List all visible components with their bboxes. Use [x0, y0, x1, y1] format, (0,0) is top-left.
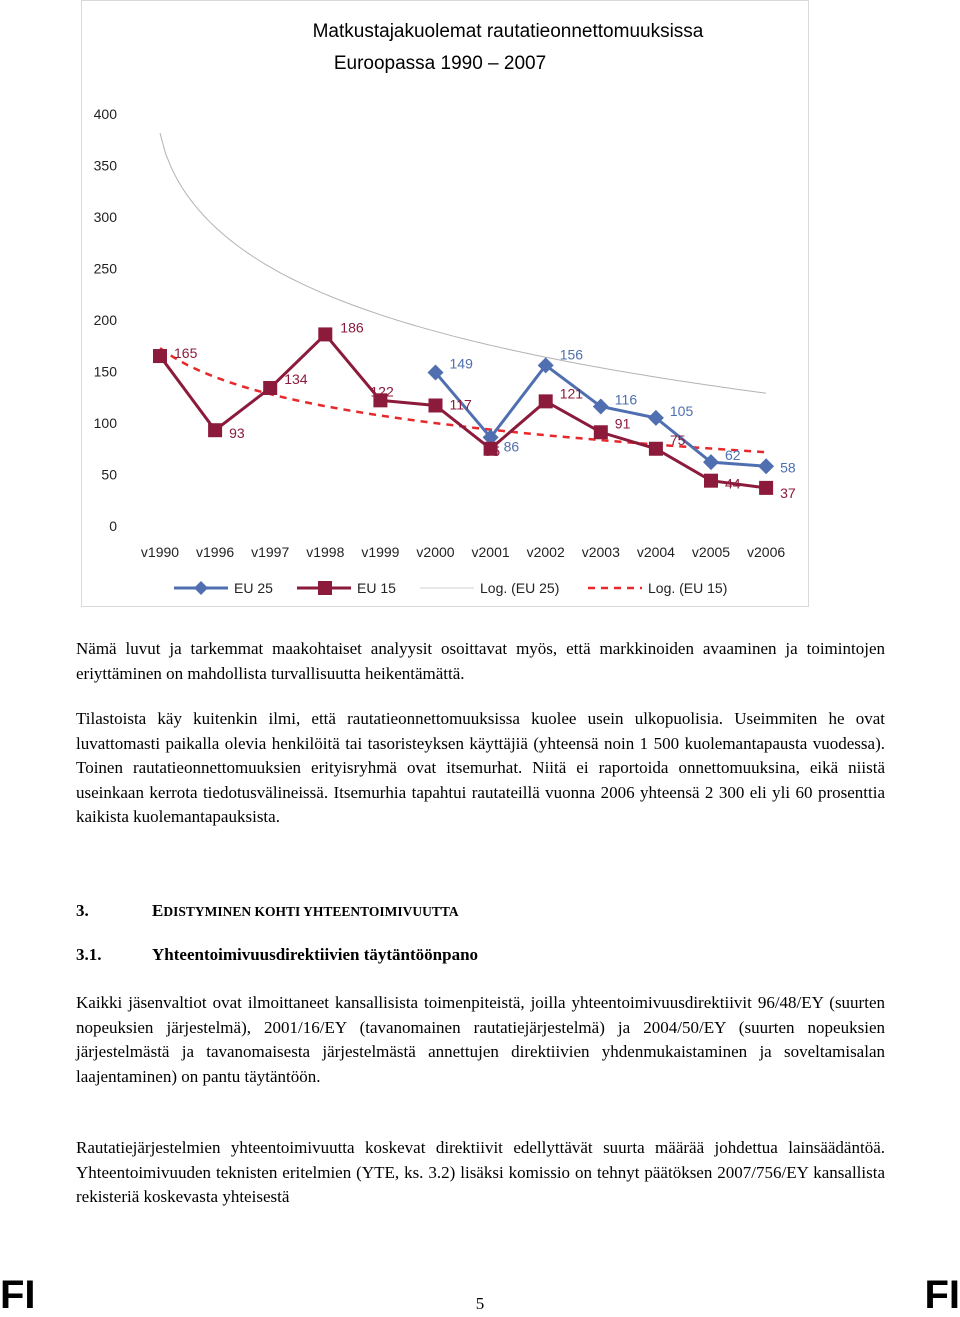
- paragraph-2: Tilastoista käy kuitenkin ilmi, että rautatieonnettomuuksissa kuolee usein ulkopuolisia. Useimmiten he ovat luvattomasti paikalla olevia henkilöitä tai tasoristeyksen käyttäjiä (yhteensä noin 1 500 kuolemantapausta vuodessa). Toinen rautatieonnettomuuksien erityisryhmä ovat itsemurhat. Niitä ei raportoida onnettomuuksina, eikä niistä useinkaan kerrota tiedotusvälineissä. Itsemurhia tapahtui rautateillä vuonna 2006 yhteensä 2 300 eli yli 60 prosenttia kaikista kuolemantapauksista.: [76, 709, 885, 826]
- data-label-eu15: 122: [370, 383, 394, 400]
- data-label-eu15: 37: [780, 484, 796, 501]
- y-tick-label: 250: [93, 260, 117, 277]
- data-label-eu15: 186: [340, 319, 364, 336]
- eu15-marker: [594, 425, 608, 439]
- paragraph-3: Kaikki jäsenvaltiot ovat ilmoittaneet kansallisista toimenpiteistä, joilla yhteentoimivuusdirektiivit 96/48/EY (suurten nopeuksien järjestelmä), 2001/16/EY (tavanomainen rautatiejärjestelmä) ja 2004/50/EY (suurten nopeuksien järjestelmästä ja tavanomaisesta järjestelmästä annettujen direktiivien yhdenmukaistaminen ja soveltamisalan laajentaminen) on pantu täytäntöön.: [76, 993, 885, 1086]
- x-tick-label: v2005: [691, 544, 731, 560]
- eu15-marker: [208, 423, 222, 437]
- data-label-eu25: 62: [725, 447, 741, 464]
- y-tick-label: 150: [93, 363, 117, 380]
- eu15-marker: [263, 381, 277, 395]
- page-number: 5: [475, 1294, 485, 1313]
- data-label-eu25: 116: [614, 391, 638, 408]
- section-title-rest: DISTYMINEN KOHTI YHTEENTOIMIVUUTTA: [163, 904, 459, 919]
- paragraph-4: Rautatiejärjestelmien yhteentoimivuutta koskevat direktiivit edellyttävät suurta määrää johdettua lainsäädäntöä. Yhteentoimivuuden teknisten eritelmien (YTE, ks. 3.2) lisäksi komissio on tehnyt päätöksen 2007/756/EY kansallista rekisteriä koskevasta yhteisestä: [76, 1138, 885, 1206]
- x-tick-label: v1990: [140, 544, 180, 560]
- eu25-marker: [758, 458, 774, 474]
- chart-title: Matkustajakuolemat rautatieonnettomuuksissa: [312, 21, 704, 42]
- section-heading-3-1: [76, 945, 478, 965]
- x-tick-label: v2003: [581, 544, 620, 560]
- chart-subtitle: Euroopassa 1990 – 2007: [333, 53, 547, 74]
- x-tick-label: v2002: [526, 544, 565, 560]
- paragraph-1: Nämä luvut ja tarkemmat maakohtaiset analyysit osoittavat myös, että markkinoiden avaaminen ja toimintojen eriyttäminen on mahdollista turvallisuutta heikentämättä.: [76, 639, 885, 683]
- y-tick-label: 0: [109, 518, 117, 534]
- section-title-initial: E: [152, 901, 164, 920]
- y-tick-label: 300: [93, 209, 117, 225]
- chart-svg: [82, 1, 810, 608]
- eu15-marker: [759, 481, 773, 495]
- data-label-eu15: 93: [229, 425, 245, 442]
- x-tick-label: v1999: [361, 544, 400, 560]
- eu15-marker: [539, 394, 553, 408]
- legend-marker-eu25: [194, 581, 208, 595]
- data-label-eu15: 44: [725, 475, 741, 492]
- subsection-title: Yhteentoimivuusdirektiivien täytäntöönpano: [152, 945, 479, 964]
- eu15-marker: [318, 327, 332, 341]
- legend-label-eu15: EU 15: [357, 580, 396, 596]
- y-tick-label: 50: [101, 466, 117, 483]
- data-label-eu15: 165: [174, 345, 198, 362]
- x-tick-label: v2006: [747, 544, 786, 560]
- y-tick-label: 200: [93, 312, 117, 328]
- x-tick-label: v1997: [251, 544, 290, 560]
- x-tick-label: v2001: [471, 544, 510, 560]
- data-label-eu15: 121: [559, 385, 584, 402]
- legend-label-log-eu25: Log. (EU 25): [480, 580, 560, 596]
- y-tick-label: 350: [93, 157, 117, 174]
- section-number: 3.: [76, 901, 89, 920]
- eu15-marker: [649, 442, 663, 456]
- data-label-eu25: 86: [503, 438, 520, 455]
- data-label-eu15: 75: [484, 442, 501, 459]
- trend-line-eu25: [160, 133, 766, 393]
- x-tick-label: v1998: [306, 544, 345, 560]
- data-label-eu25: 105: [669, 402, 694, 419]
- eu15-marker: [704, 474, 718, 488]
- legend-marker-eu15: [318, 581, 332, 595]
- x-tick-label: v2000: [416, 544, 455, 560]
- data-label-eu25: 149: [449, 355, 473, 372]
- x-tick-label: v1996: [196, 544, 235, 560]
- subsection-number: 3.1.: [76, 945, 102, 964]
- data-label-eu15: 75: [669, 431, 686, 448]
- x-tick-label: v2004: [636, 544, 675, 560]
- chart-frame: [81, 0, 809, 607]
- footer-language-mark-right: FI: [924, 1273, 960, 1317]
- footer-language-mark-left: FI: [0, 1273, 36, 1317]
- y-tick-label: 100: [93, 415, 117, 431]
- legend-label-eu25: EU 25: [234, 580, 273, 596]
- section-heading-3: [76, 901, 459, 921]
- data-label-eu15: 117: [449, 396, 472, 413]
- data-label-eu25: 156: [559, 346, 584, 363]
- data-label-eu15: 134: [284, 370, 308, 387]
- y-tick-label: 400: [93, 106, 117, 122]
- data-label-eu25: 58: [780, 459, 796, 476]
- eu15-marker: [153, 349, 167, 363]
- legend-label-log-eu15: Log. (EU 15): [648, 580, 728, 596]
- eu15-marker: [429, 398, 443, 412]
- data-label-eu15: 91: [614, 415, 631, 432]
